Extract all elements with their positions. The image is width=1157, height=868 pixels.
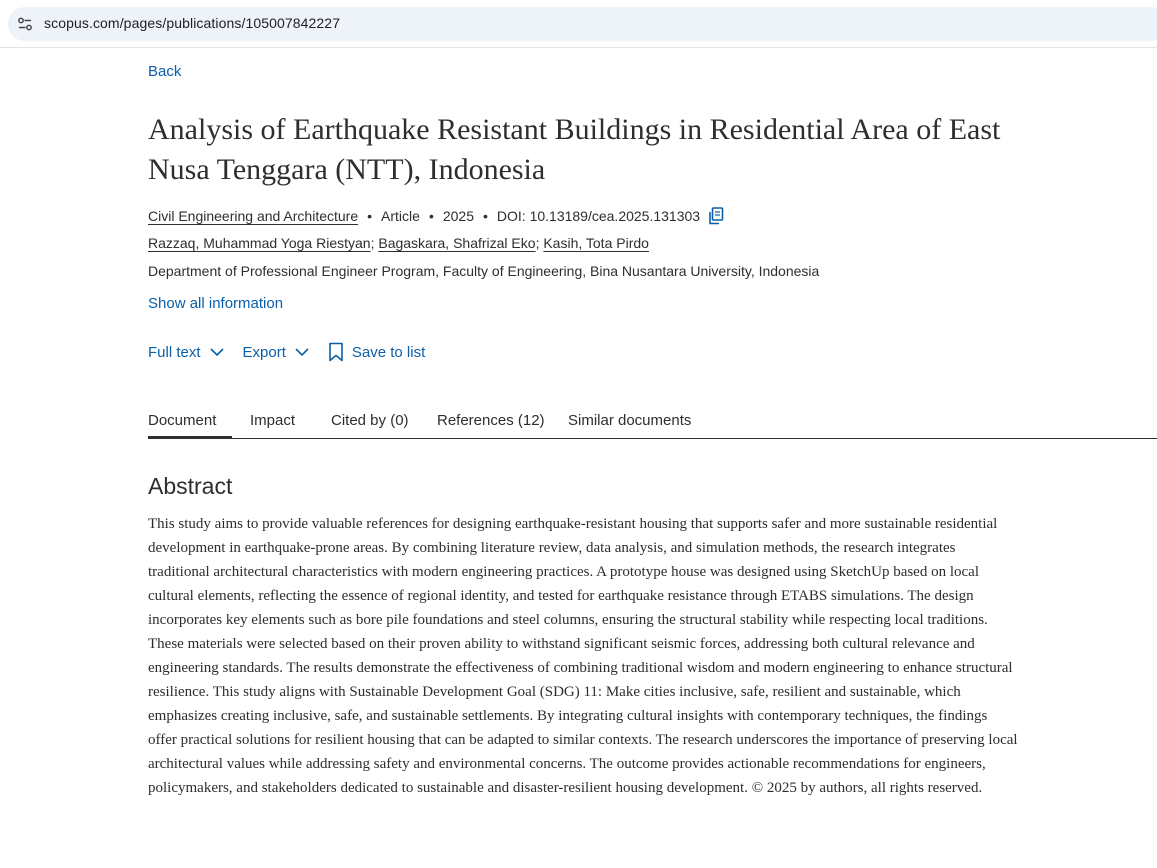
tab-references[interactable]: References (12) (437, 412, 545, 429)
abstract-heading: Abstract (148, 473, 233, 499)
tab-cited-by[interactable]: Cited by (0) (331, 412, 409, 429)
export-label: Export (242, 343, 286, 361)
tab-impact[interactable]: Impact (250, 412, 296, 429)
meta-separator: • (428, 208, 434, 224)
abstract-text: This study aims to provide valuable references for designing earthquake-resistant housing that supports safer and more sustainable residential development in earthquake-prone areas. By combining literature review, data analysis, and simulation methods, the research integrates traditional architectural characteristics with modern engineering practices. A prototype house was designed using SketchUp based on local cultural elements, reflecting the essence of regional identity, and tested for earthquake resistance through ETABS simulations. The design incorporates key elements such as bore pile foundations and steel columns, ensuring the structural stability while respecting local traditions. These materials were selected based on their proven ability to withstand significant seismic forces, addressing both cultural relevance and engineering standards. The results demonstrate the effectiveness of combining traditional wisdom and modern engineering to enhance structural resilience. This study aligns with Sustainable Development Goal (SDG) 11: Make cities inclusive, safe, resilient and sustainable, which emphasizes creating inclusive, safe, and sustainable settlements. By integrating cultural insights with contemporary techniques, the findings offer practical solutions for resilient housing that can be adapted to similar contexts. The research underscores the importance of preserving local architectural values while addressing safety and environmental concerns. The outcome provides actionable recommendations for engineers, policymakers, and stakeholders dedicated to sustainable and disaster-resilient housing development. © 2025 by authors, all rights reserved. (148, 516, 1018, 796)
chevron-down-icon (209, 347, 225, 357)
author-separator: ; (535, 235, 540, 251)
document-actions (148, 342, 443, 362)
tab-document[interactable]: Document (148, 412, 216, 438)
back-link[interactable]: Back (148, 63, 182, 80)
copy-icon[interactable] (708, 207, 724, 225)
full-text-label: Full text (148, 343, 201, 361)
affiliation: Department of Professional Engineer Program, Faculty of Engineering, Bina Nusantara University, Indonesia (148, 263, 820, 279)
meta-separator: • (483, 208, 488, 224)
author-link[interactable]: Kasih, Tota Pirdo (543, 235, 649, 251)
browser-address-bar (0, 0, 1157, 48)
author-link[interactable]: Razzaq, Muhammad Yoga Riestyan (148, 235, 371, 251)
page-title: Analysis of Earthquake Resistant Buildings in Residential Area of East Nusa Tenggara (NTT), Indonesia (148, 113, 1001, 186)
export-button[interactable] (243, 344, 310, 361)
publication-year: 2025 (442, 208, 474, 224)
author-list (148, 235, 649, 251)
doi-text: DOI: 10.13189/cea.2025.131303 (496, 208, 701, 224)
author-link[interactable]: Bagaskara, Shafrizal Eko (378, 235, 536, 251)
bookmark-icon (328, 342, 344, 362)
document-tabs (148, 412, 1157, 439)
site-info-icon[interactable] (17, 16, 33, 32)
url-text[interactable]: scopus.com/pages/publications/105007842227 (44, 15, 341, 31)
author-separator: ; (370, 235, 375, 251)
source-title-link[interactable]: Civil Engineering and Architecture (148, 208, 359, 224)
chevron-down-icon (294, 347, 310, 357)
save-to-list-button[interactable] (328, 342, 425, 362)
article-meta (148, 207, 724, 225)
meta-separator: • (367, 208, 373, 224)
show-all-information-link[interactable]: Show all information (148, 295, 284, 312)
save-to-list-label: Save to list (351, 343, 426, 361)
full-text-button[interactable] (148, 344, 225, 361)
tab-similar-documents[interactable]: Similar documents (568, 412, 692, 429)
document-type: Article (381, 208, 420, 224)
